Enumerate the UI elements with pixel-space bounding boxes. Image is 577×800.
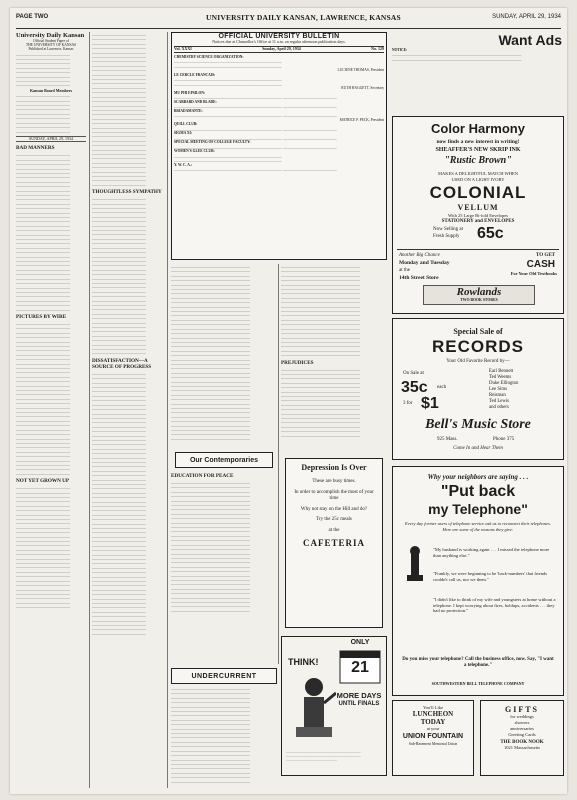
cafeteria-ad-title: Depression Is Over bbox=[301, 463, 367, 472]
column-rule bbox=[167, 32, 168, 788]
staff-line: Official Student Paper of bbox=[33, 39, 69, 43]
bulletin-day: Sunday, April 29, 1934 bbox=[262, 46, 301, 51]
notice-heading: Y. W. C. A.: bbox=[174, 162, 192, 167]
column-rule bbox=[89, 32, 90, 788]
editorial-body: ______________________________ ______________________________ ______________________________ ______________________________ ______________________________ ______________________________ ______________________________ ______________________________ ______________________________ ______________________________ ______________________________ ______________________________ ______________________________ ______________________________ ______________________________ ______________________________ ______________________________ ______________________________ ______________________________ ______________________________ ______________________________ ______________________________ ______________________________ ______________________________ ______________________________ ______________________________ ______________________________ ______________________________ ______________________________ ______________________________ ______________________________ ______________________________ ______________________________ ______________________________ ______________________________ bbox=[16, 320, 70, 475]
textbooks-label: For Your Old Textbooks bbox=[510, 271, 557, 276]
editorial-heading: BAD MANNERS bbox=[16, 145, 55, 152]
editorial-body: ______________________________ ______________________________ ______________________________ ______________________________ ______________________________ ______________________________ ______________________________ ______________________________ ______________________________ ______________________________ ______________________________ ______________________________ ______________________________ ______________________________ ______________________________ ______________________________ ______________________________ ______________________________ ______________________________ ______________________________ ______________________________ ______________________________ ______________________________ ______________________________ ______________________________ ______________________________ ______________________________ ______________________________ ______________________________ ______________________________ ______________________________ ______________________________ ______________________________ ______________________________ ______________________________ bbox=[92, 32, 146, 186]
notice-body: ____________________________________________________________ ______________________________ bbox=[174, 135, 337, 140]
undercurrent-box bbox=[171, 668, 277, 684]
union-line: TODAY bbox=[420, 718, 446, 726]
notice-heading: WOMEN'S GLEE CLUB: bbox=[174, 149, 215, 153]
artist-name: Ted Lewis bbox=[489, 399, 510, 404]
gift-item: anniversaries bbox=[510, 726, 534, 731]
think-word: THINK! bbox=[288, 657, 319, 667]
notice-body: ____________________________________________________________ ______________________________ bbox=[174, 95, 337, 99]
article-body: ____________________________________________ ____________________________________________ ____________________________________________ ____________________________________________ ____________________________________________ ____________________________________________ ____________________________________________ ____________________________________________ ____________________________________________ ____________________________________________ ____________________________________________ ____________________________________________ ____________________________________________ ____________________________________________ ____________________________________________ ____________________________________________ ____________________________________________ ____________________________________________ ____________________________________________ ____________________________________________ ____________________________________________ ____________________________________________ bbox=[171, 686, 251, 783]
colonial-line: USED ON A LIGHT IVORY bbox=[451, 177, 505, 182]
notice-body: ____________________________________________________________ ______________________________ bbox=[174, 113, 337, 117]
column-rule bbox=[278, 264, 279, 664]
records-line: Special Sale of bbox=[453, 327, 503, 336]
each-label: each bbox=[437, 385, 447, 390]
on-sale-label: On Sale at bbox=[403, 371, 424, 376]
union-fountain-name: UNION FOUNTAIN bbox=[402, 733, 464, 740]
notice-body: ____________________________________________________________ ______________________________ bbox=[174, 167, 337, 171]
records-price-bundle: $1 bbox=[421, 395, 439, 412]
put-back-title: "Put back bbox=[440, 483, 516, 500]
my-telephone-title: my Telephone" bbox=[428, 501, 528, 517]
editorial-heading: THOUGHTLESS SYMPATHY bbox=[92, 189, 162, 196]
contemporaries-box bbox=[175, 452, 273, 468]
board-body: ______________________________ ______________________________ ______________________________ ______________________________ ______________________________ ______________________________ ______________________________ ______________________________ ______________________________ bbox=[16, 93, 70, 133]
rowlands-sub: TWO BOOK STORES bbox=[460, 298, 498, 302]
until-finals-label: UNTIL FINALS bbox=[338, 701, 380, 707]
union-sub: Sub-Basement Memorial Union bbox=[408, 742, 458, 746]
records-sub: Your Old Favorite Record by— bbox=[446, 359, 510, 364]
contemporaries-column bbox=[171, 470, 275, 612]
records-title: RECORDS bbox=[431, 337, 524, 356]
want-ads-section bbox=[392, 32, 562, 112]
artist-name: and others bbox=[489, 405, 509, 410]
editorial-column-2 bbox=[92, 32, 164, 635]
book-nook-ad bbox=[480, 700, 564, 776]
artist-name: Reisman bbox=[489, 393, 506, 398]
bells-address: 925 Mass. bbox=[437, 437, 458, 442]
cash-label: CASH bbox=[526, 259, 555, 270]
color-harmony-title: Color Harmony bbox=[431, 121, 525, 136]
university-bulletin bbox=[171, 32, 387, 260]
bulletin-number: No. 129 bbox=[371, 46, 384, 51]
bells-slogan: Come In and Hear Them bbox=[453, 446, 503, 451]
news-column-4 bbox=[281, 264, 385, 437]
finals-ad-body: ____________________________________________ ____________________________________________ ______________________________ bbox=[286, 749, 361, 762]
more-days-label: MORE DAYS bbox=[336, 691, 382, 700]
cafeteria-ad-line: Try the 25c meals bbox=[316, 517, 352, 522]
notice-signer: LUCIENE THOMAS, President bbox=[337, 68, 384, 72]
staff-body: ______________________________ ______________________________ ______________________________ ______________________________ ______________________________ ______________________________ ______________________________ ______________________________ bbox=[16, 51, 70, 87]
cafeteria-ad-line: at the bbox=[328, 527, 340, 533]
notice-heading: BRIADAMANTE: bbox=[174, 108, 203, 113]
notice-body: ____________________________________________________________ ____________________________________________________________ bbox=[174, 59, 282, 68]
bulletin-volume: Vol. XXXI bbox=[174, 46, 192, 51]
records-sale-ad bbox=[392, 318, 564, 460]
want-ads-heading: NOTICE: bbox=[392, 48, 408, 52]
telephone-question: Do you miss your telephone? Call the business office, now. Say, "I want a telephone." bbox=[402, 657, 554, 668]
notice-heading: QUILL CLUB: bbox=[174, 122, 198, 126]
cafeteria-ad-line: These are busy times. bbox=[312, 479, 356, 484]
contemporaries-heading: EDUCATION FOR PEACE bbox=[171, 473, 234, 479]
staff-line: Published at Lawrence, Kansas bbox=[28, 47, 74, 52]
colonial-line: now finds a new interest in writing! bbox=[436, 139, 520, 145]
colonial-line: With 25 Large Bi-fold Envelopes bbox=[448, 213, 508, 218]
masthead bbox=[16, 12, 561, 29]
colonial-line: STATIONERY and ENVELOPES bbox=[441, 219, 515, 224]
gifts-title: GIFTS bbox=[504, 705, 539, 714]
colonial-line: SHEAFFER'S NEW SKRIP INK bbox=[435, 147, 521, 153]
notice-signer: RUTH HAGGETT, Secretary bbox=[341, 86, 384, 90]
issue-date: SUNDAY, APRIL 29, 1934 bbox=[492, 14, 561, 20]
editorial-heading: PICTURES BY WIRE bbox=[16, 313, 67, 320]
union-line: at your bbox=[426, 726, 440, 731]
notice-heading: SIGMA XI: bbox=[174, 131, 193, 135]
staff-title: University Daily Kansan bbox=[16, 32, 85, 39]
notice-body: ____________________________________________________________ ______________________________ bbox=[174, 144, 337, 149]
ad-divider bbox=[397, 249, 559, 250]
notice-heading: SCABBARD AND BLADE: bbox=[174, 99, 217, 104]
prejudices-heading: PREJUDICES bbox=[281, 359, 314, 366]
telephone-quote: "Frankly, we were beginning to be 'back-numbers' that friends couldn't call us, nor we them." bbox=[433, 571, 548, 582]
gift-item: Greeting Cards bbox=[508, 732, 536, 737]
notice-heading: CHEMISTRY SCIENCE ORGANIZATION: bbox=[174, 54, 244, 59]
board-title: Kansan Board Members bbox=[30, 87, 72, 93]
notice-body: ____________________________________________________________ ____________________________________________________________ bbox=[174, 77, 282, 86]
newspaper-page bbox=[10, 8, 567, 794]
editorial-body: ______________________________ ______________________________ ______________________________ ______________________________ ______________________________ ______________________________ ______________________________ ______________________________ ______________________________ ______________________________ ______________________________ ______________________________ ______________________________ ______________________________ ______________________________ ______________________________ ______________________________ ______________________________ ______________________________ ______________________________ ______________________________ ______________________________ ______________________________ ______________________________ ______________________________ ______________________________ ______________________________ ______________________________ ______________________________ ______________________________ ______________________________ ______________________________ ______________________________ ______________________________ ______________________________ ______________________________ ______________________________ ______________________________ ______________________________ ______________________________ ______________________________ ______________________________ ______________________________ ______________________________ ______________________________ ______________________________ ______________________________ ______________________________ ______________________________ ______________________________ ______________________________ ______________________________ ______________________________ ______________________________ ______________________________ ______________________________ ______________________________ ______________________________ ______________________________ ______________________________ bbox=[92, 370, 146, 635]
rustic-brown-label: "Rustic Brown" bbox=[444, 155, 512, 166]
editorial-heading: DISSATISFACTION—A SOURCE OF PROGRESS bbox=[92, 357, 152, 370]
editorial-body: ______________________________ ______________________________ ______________________________ ______________________________ ______________________________ ______________________________ ______________________________ ______________________________ ______________________________ ______________________________ ______________________________ ______________________________ ______________________________ ______________________________ ______________________________ ______________________________ ______________________________ ______________________________ ______________________________ ______________________________ ______________________________ ______________________________ ______________________________ ______________________________ ______________________________ ______________________________ ______________________________ ______________________________ ______________________________ ______________________________ ______________________________ ______________________________ ______________________________ ______________________________ ______________________________ ______________________________ bbox=[92, 196, 146, 355]
paper-name: UNIVERSITY DAILY KANSAN, LAWRENCE, KANSAS bbox=[206, 13, 401, 22]
cafeteria-ad bbox=[285, 458, 383, 628]
bulletin-title: OFFICIAL UNIVERSITY BULLETIN bbox=[218, 33, 340, 40]
editorial-heading: NOT YET GROWN UP bbox=[16, 478, 70, 485]
cafeteria-name: CAFETERIA bbox=[302, 538, 365, 548]
cafeteria-ad-line: Why not stay on the Hill and do? bbox=[300, 506, 368, 512]
artist-list bbox=[489, 369, 518, 411]
article-body: ____________________________________________ ____________________________________________ ____________________________________________ ____________________________________________ ____________________________________________ ____________________________________________ ____________________________________________ ____________________________________________ ____________________________________________ ____________________________________________ ____________________________________________ ____________________________________________ ____________________________________________ ____________________________________________ ____________________________________________ ____________________________________________ ____________________________________________ ____________________________________________ ____________________________________________ ____________________________________________ ____________________________________________ ____________________________________________ ____________________________________________ ____________________________________________ ____________________________________________ ____________________________________________ ____________________________________________ ____________________________________________ ____________________________________________ ____________________________________________ ____________________________________________ ____________________________________________ ____________________________________________ ____________________________________________ ____________________________________________ ____________________________________________ ____________________________________________ ____________________________________________ ____________________________________________ ____________________________________________ bbox=[171, 264, 251, 440]
notice-heading: LE CERCLE FRANCAIS: bbox=[174, 72, 216, 77]
artist-name: Lee Sims bbox=[489, 387, 507, 392]
union-line: You'll Like bbox=[423, 705, 443, 710]
artist-name: Earl Bennett bbox=[489, 369, 514, 374]
bulletin-info-row bbox=[174, 46, 384, 53]
telephone-icon bbox=[401, 545, 429, 585]
student-illustration bbox=[292, 673, 336, 743]
editorial-column bbox=[16, 32, 86, 609]
contemporaries-title: Our Contemporaries bbox=[189, 456, 259, 464]
bells-music-store-name: Bell's Music Store bbox=[425, 417, 531, 432]
want-ads-title: Want Ads bbox=[498, 32, 562, 48]
street-store-label: 14th Street Store bbox=[399, 275, 439, 281]
rowlands-name: Rowlands bbox=[456, 286, 502, 298]
artist-name: Ted Weems bbox=[489, 375, 512, 380]
want-ads-body: ________________________________________________________________________ ________________________________________________________________________ bbox=[392, 52, 522, 61]
finals-countdown-ad bbox=[281, 636, 387, 776]
page-number: PAGE TWO bbox=[16, 14, 49, 20]
records-price-each: 35c bbox=[401, 379, 428, 396]
union-line: LUNCHEON bbox=[412, 710, 454, 718]
telephone-ad bbox=[392, 466, 564, 696]
colonial-price: 65c bbox=[477, 225, 504, 242]
news-column-3 bbox=[171, 264, 275, 440]
bells-phone: Phone 375 bbox=[493, 437, 515, 442]
notice-body: ____________________________________________________________ ______________________________ bbox=[174, 126, 337, 131]
colonial-line: MAKES A DELIGHTFUL MATCH WHEN bbox=[437, 171, 518, 176]
artist-name: Duke Ellington bbox=[489, 381, 519, 386]
bulletin-subtitle: Notices due at Chancellor's Office at 11 a.m. on regular afternoon publication days. bbox=[212, 38, 346, 44]
gift-item: showers bbox=[514, 720, 530, 725]
rowlands-logo bbox=[423, 285, 535, 305]
editorial-body: ______________________________ ______________________________ ______________________________ ______________________________ ______________________________ ______________________________ ______________________________ ______________________________ ______________________________ ______________________________ ______________________________ ______________________________ ______________________________ ______________________________ ______________________________ ______________________________ ______________________________ ______________________________ ______________________________ ______________________________ ______________________________ ______________________________ ______________________________ ______________________________ ______________________________ ______________________________ ______________________________ ______________________________ bbox=[16, 485, 70, 609]
staff-dateline: SUNDAY, APRIL 29, 1934 bbox=[16, 136, 86, 142]
book-nook-name: THE BOOK NOOK bbox=[500, 740, 544, 745]
to-get-label: TO GET bbox=[536, 253, 555, 258]
notice-heading: SPECIAL MEETING OF COLLEGE FACULTY: bbox=[174, 140, 251, 144]
notice-heading: MU PHI EPSILON: bbox=[174, 90, 206, 95]
article-body: ____________________________________________ ____________________________________________ ____________________________________________ ____________________________________________ ____________________________________________ ____________________________________________ ____________________________________________ ____________________________________________ ____________________________________________ ____________________________________________ ____________________________________________ ____________________________________________ ____________________________________________ ____________________________________________ ____________________________________________ ____________________________________________ ____________________________________________ ____________________________________________ ____________________________________________ ____________________________________________ ____________________________________________ bbox=[281, 264, 361, 357]
telephone-company: SOUTHWESTERN BELL TELEPHONE COMPANY bbox=[431, 681, 525, 686]
only-label: ONLY bbox=[350, 639, 370, 646]
article-body: ____________________________________________ ____________________________________________ ____________________________________________ ____________________________________________ ____________________________________________ ____________________________________________ ____________________________________________ ____________________________________________ ____________________________________________ ____________________________________________ ____________________________________________ ____________________________________________ ____________________________________________ ____________________________________________ ____________________________________________ ____________________________________________ bbox=[281, 366, 361, 437]
staff-line: THE UNIVERSITY OF KANSAS bbox=[25, 43, 77, 48]
colonial-stationery-ad bbox=[392, 116, 564, 314]
telephone-quote: "My husband is working again . . . I missed the telephone more than anything else." bbox=[433, 547, 550, 558]
undercurrent-column bbox=[171, 686, 275, 783]
three-for-label: 3 for bbox=[403, 401, 413, 406]
notice-body: ____________________________________________________________ ______________________________ bbox=[174, 104, 337, 108]
big-chance-label: Another Big Chance bbox=[399, 253, 440, 258]
vellum-label: VELLUM bbox=[457, 203, 499, 212]
days-number: 21 bbox=[351, 659, 369, 676]
union-fountain-ad bbox=[392, 700, 474, 776]
cafeteria-ad-line: In order to accomplish the most of your time bbox=[294, 489, 374, 501]
notice-signer: MATRICE P. PECK, President bbox=[339, 117, 384, 122]
book-nook-address: 1021 Massachusetts bbox=[503, 745, 541, 750]
notice-body: ____________________________________________________________ ____________________________________________________________ bbox=[174, 153, 282, 162]
gift-item: for weddings bbox=[510, 714, 534, 719]
undercurrent-title: UNDERCURRENT bbox=[191, 672, 257, 680]
fresh-supply-label: Fresh Supply bbox=[433, 234, 460, 239]
colonial-name: COLONIAL bbox=[429, 183, 527, 202]
article-body: ____________________________________________ ____________________________________________ ____________________________________________ ____________________________________________ ____________________________________________ ____________________________________________ ____________________________________________ ____________________________________________ ____________________________________________ ____________________________________________ ____________________________________________ ____________________________________________ ____________________________________________ ____________________________________________ ____________________________________________ ____________________________________________ ____________________________________________ ____________________________________________ ____________________________________________ ____________________________________________ ____________________________________________ ____________________________________________ ____________________________________________ ____________________________________________ ____________________________________________ ____________________________________________ ____________________________________________ ____________________________________________ ____________________________________________ ____________________________________________ bbox=[171, 480, 251, 612]
telephone-line: Why your neighbors are saying . . . bbox=[427, 473, 529, 481]
telephone-quote: "I didn't like to think of my wife and youngsters at home without a telephone. I kept worrying about fires, holdups, accidents . . . they had no protection." bbox=[433, 597, 556, 614]
at-the-label: at the bbox=[399, 268, 410, 273]
now-selling-label: Now Selling at bbox=[433, 227, 463, 232]
editorial-body: ______________________________ ______________________________ ______________________________ ______________________________ ______________________________ ______________________________ ______________________________ ______________________________ ______________________________ ______________________________ ______________________________ ______________________________ ______________________________ ______________________________ ______________________________ ______________________________ ______________________________ ______________________________ ______________________________ ______________________________ ______________________________ ______________________________ ______________________________ ______________________________ ______________________________ ______________________________ ______________________________ ______________________________ ______________________________ ______________________________ ______________________________ ______________________________ ______________________________ ______________________________ ______________________________ ______________________________ bbox=[16, 152, 70, 311]
monday-tuesday-label: Monday and Tuesday bbox=[399, 260, 450, 266]
telephone-intro: Every day former users of telephone service ask us to reconnect their telephones. Here are some of the reasons they give: bbox=[405, 521, 551, 532]
